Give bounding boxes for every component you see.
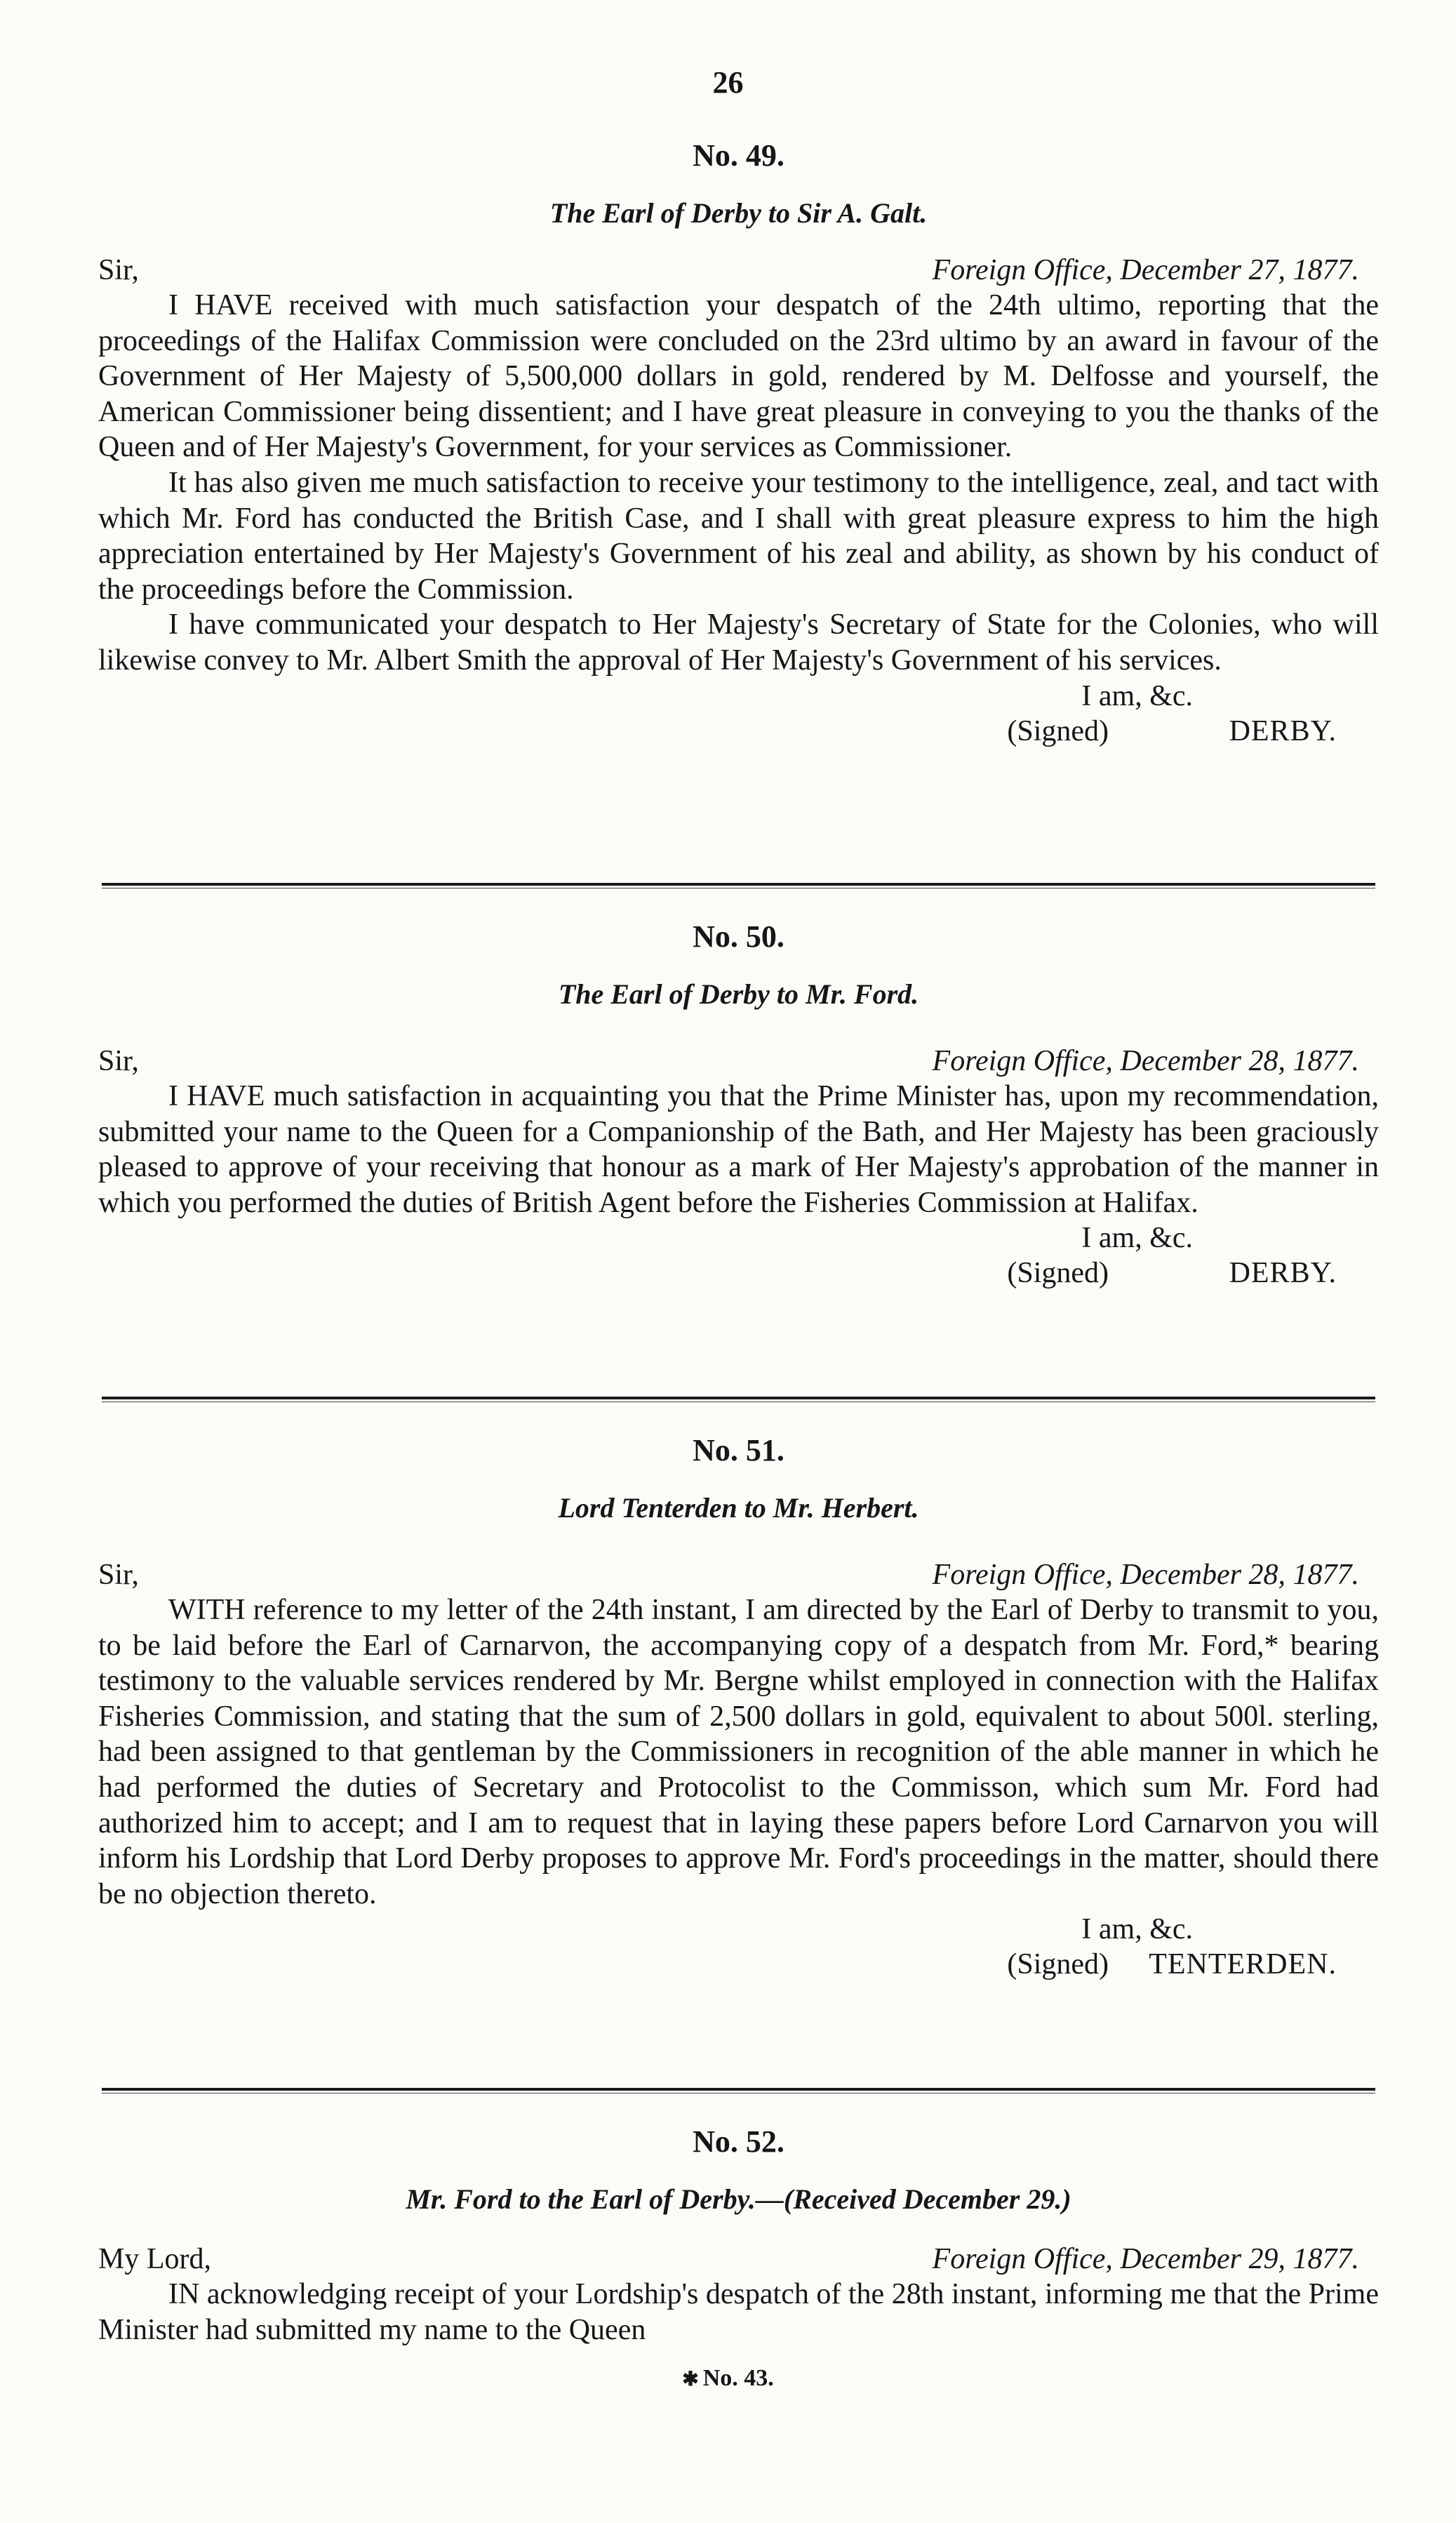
section-divider [102,1397,1375,1399]
letter-paragraph: I have communicated your despatch to Her Majesty's Secretary of State for the Colonies, who will likewise convey to Mr. Albert Smith the approval of Her Majesty's Government of his services. [98,608,1379,677]
date: December 27, 1877. [1120,254,1359,286]
office: Foreign Office, [932,2243,1113,2275]
signer: TENTERDEN. [1149,1948,1337,1981]
salutation-row [98,1557,1379,1592]
office: Foreign Office, [932,1559,1113,1591]
signed-label: (Signed) [1007,1948,1109,1981]
office: Foreign Office, [932,254,1113,286]
footnote-text: No. 43. [702,2365,774,2391]
letter-paragraph: WITH reference to my letter of the 24th instant, I am directed by the Earl of Derby to transmit to you, to be laid before the Earl of Carnarvon, the accompanying copy of a despatch from Mr. Ford,* bearing testimony to the valuable services rendered by Mr. Bergne whilst employed in connection with the Halifax Fisheries Commission, and stating that the sum of 2,500 dollars in gold, equivalent to about 500l. sterling, had been assigned to that gentleman by the Commissioners in recognition of the able manner in which he had performed the duties of Secretary and Protocolist to the Commisson, which sum Mr. Ford had authorized him to accept; and I am to request that in laying these papers before Lord Carnarvon you will inform his Lordship that Lord Derby proposes to approve Mr. Ford's proceedings in the matter, should there be no objection thereto. [98,1594,1379,1910]
footnote [0,2365,1456,2392]
letter-49 [98,140,1379,749]
letter-50 [98,921,1379,1291]
office-date [933,1557,1359,1592]
salutation-row [98,253,1379,288]
section-divider [102,2088,1375,2091]
letter-paragraph: I HAVE much satisfaction in acquainting you that the Prime Minister has, upon my recommendation, submitted your name to the Queen for a Companionship of the Bath, and Her Majesty has been graciously pleased to approve of your receiving that honour as a mark of Her Majesty's approbation of the manner in which you performed the duties of British Agent before the Fisheries Commission at Halifax. [98,1080,1379,1219]
salutation: Sir, [98,254,139,286]
office-date [933,2242,1359,2277]
salutation-row [98,2242,1379,2277]
page-number: 26 [712,65,744,100]
date: December 28, 1877. [1120,1045,1359,1077]
salutation: Sir, [98,1559,139,1591]
letter-title: The Earl of Derby to Sir A. Galt. [549,197,928,229]
letter-paragraph: I HAVE received with much satisfaction your despatch of the 24th ultimo, reporting that the proceedings of the Halifax Commission were concluded on the 23rd ultimo by an award in favour of the Government of Her Majesty of 5,500,000 dollars in gold, rendered by M. Delfosse and yourself, the American Commissioner being dissentient; and I have great pleasure in conveying to you the thanks of the Queen and of Her Majesty's Government, for your services as Commissioner. [98,289,1379,464]
signer: DERBY. [1229,1257,1337,1290]
asterisk-icon: ✱ [682,2369,699,2390]
letter-title: Mr. Ford to the Earl of Derby.—(Received December 29.) [406,2183,1071,2215]
salutation: Sir, [98,1045,139,1077]
salutation-row [98,1044,1379,1079]
office: Foreign Office, [932,1045,1113,1077]
signed-label: (Signed) [1007,714,1109,747]
office-date [933,253,1359,288]
letter-52 [98,2126,1379,2348]
closing: I am, &c. [1081,679,1193,712]
office-date [933,1044,1359,1079]
closing-block [98,1220,1379,1291]
signer: DERBY. [1229,714,1337,747]
letter-title: The Earl of Derby to Mr. Ford. [558,978,919,1010]
date: December 29, 1877. [1120,2243,1359,2275]
closing: I am, &c. [1081,1913,1193,1946]
closing-block [98,679,1379,749]
letter-title: Lord Tenterden to Mr. Herbert. [558,1492,919,1524]
date: December 28, 1877. [1120,1559,1359,1591]
closing-block [98,1912,1379,1982]
closing: I am, &c. [1081,1222,1193,1255]
letter-paragraph: IN acknowledging receipt of your Lordship's despatch of the 28th instant, informing me that the Prime Minister had submitted my name to the Queen [98,2278,1379,2346]
salutation: My Lord, [98,2243,211,2275]
letter-paragraph: It has also given me much satisfaction to receive your testimony to the intelligence, zeal, and tact with which Mr. Ford has conducted the British Case, and I shall with great pleasure express to him the high appreciation entertained by Her Majesty's Government of his zeal and ability, as shown by his conduct of the proceedings before the Commission. [98,466,1379,606]
letter-number: No. 51. [693,1433,784,1467]
letter-51 [98,1435,1379,1982]
section-divider [102,883,1375,886]
letter-number: No. 49. [693,138,784,173]
letter-number: No. 52. [693,2124,784,2159]
letter-number: No. 50. [693,919,784,954]
signed-label: (Signed) [1007,1257,1109,1290]
